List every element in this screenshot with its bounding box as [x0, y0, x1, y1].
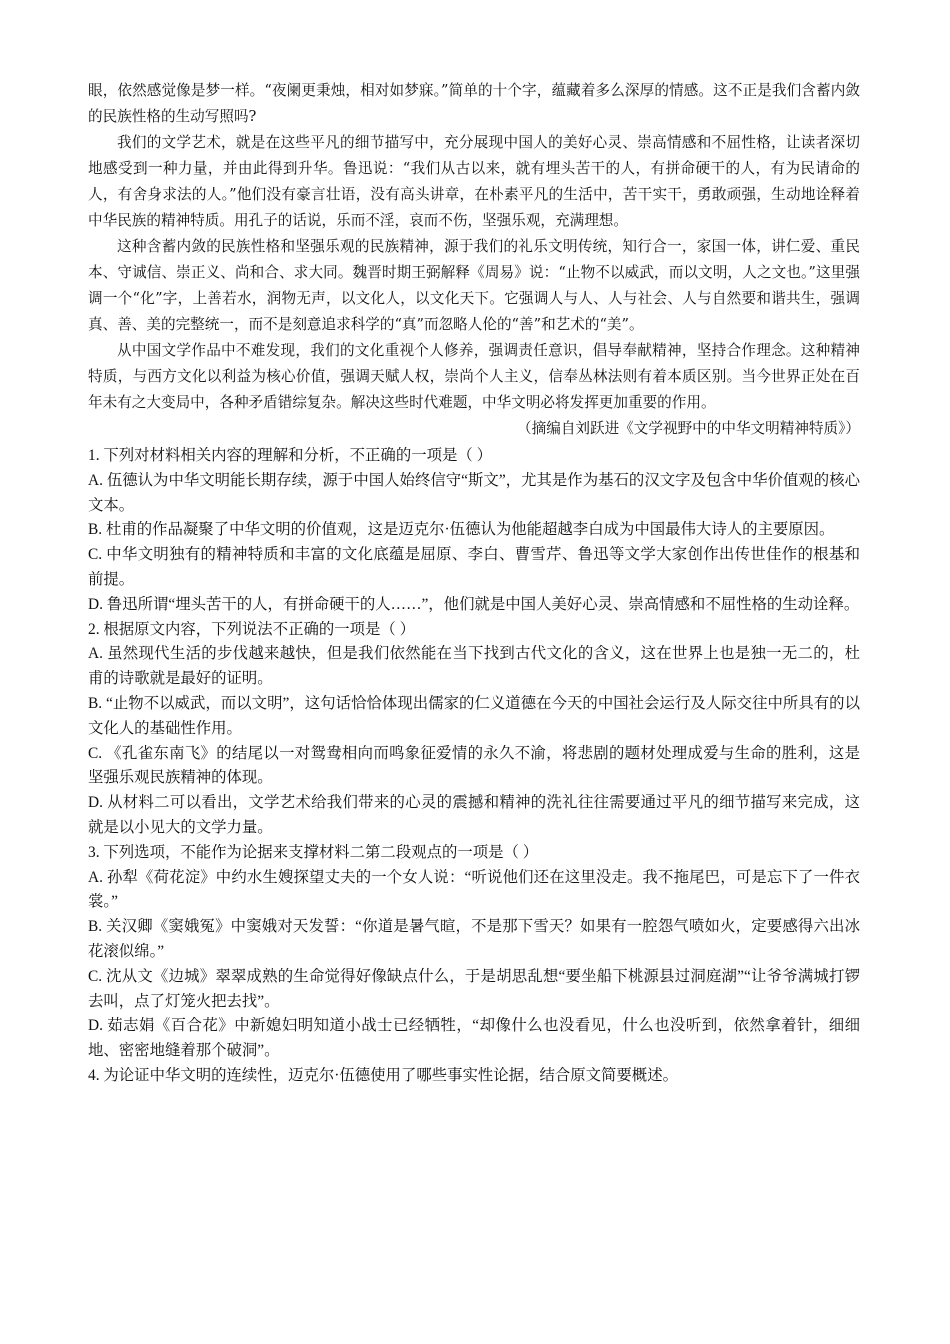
option-a: A. 伍德认为中华文明能长期存续，源于中国人始终信守“斯文”，尤其是作为基石的汉文字及包含中华价值观的核心文本。 — [88, 471, 860, 514]
option-c: C. 沈从文《边城》翠翠成熟的生命觉得好像缺点什么，于是胡思乱想“要坐船下桃源县过洞庭湖”“让爷爷满城打锣去叫，点了灯笼火把去找”。 — [88, 967, 860, 1010]
option-c: C. 《孔雀东南飞》的结尾以一对鸳鸯相向而鸣象征爱情的永久不渝，将悲剧的题材处理成爱与生命的胜利，这是坚强乐观民族精神的体现。 — [88, 744, 860, 787]
question-stem: 4. 为论证中华文明的连续性，迈克尔·伍德使用了哪些事实性论据，结合原文简要概述。 — [88, 1066, 678, 1084]
question-2 — [88, 618, 860, 841]
option-d: D. 从材料二可以看出，文学艺术给我们带来的心灵的震撼和精神的洗礼往往需要通过平凡的细节描写来完成，这就是以小见大的文学力量。 — [88, 794, 860, 836]
passage-paragraph-2: 我们的文学艺术，就是在这些平凡的细节描写中，充分展现中国人的美好心灵、崇高情感和不屈性格，让读者深切地感受到一种力量，并由此得到升华。鲁迅说：“我们从古以来，就有埋头苦干的人，有拼命硬干的人，有为民请命的人，有舍身求法的人。”他们没有豪言壮语，没有高头讲章，在朴素平凡的生活中，苦干实干，勇敢顽强，生动地诠释着中华民族的精神特质。用孔子的话说，乐而不淫，哀而不伤，坚强乐观，充满理想。 — [88, 134, 860, 229]
question-4 — [88, 1064, 860, 1089]
option-b: B. 杜甫的作品凝聚了中华文明的价值观，这是迈克尔·伍德认为他能超越李白成为中国最伟大诗人的主要原因。 — [88, 521, 835, 539]
option-b: B. “止物不以威武，而以文明”，这句话恰恰体现出儒家的仁义道德在今天的中国社会运行及人际交往中所具有的以文化人的基础性作用。 — [88, 694, 860, 737]
option-a: A. 虽然现代生活的步伐越来越快，但是我们依然能在当下找到古代文化的含义，这在世界上也是独一无二的，杜甫的诗歌就是最好的证明。 — [88, 645, 860, 688]
questions-section — [88, 444, 860, 1089]
document-page — [88, 78, 860, 1089]
option-b: B. 关汉卿《窦娥冤》中窦娥对天发誓：“你道是暑气暄，不是那下雪天？如果有一腔怨气喷如火，定要感得六出冰花滚似绵。” — [88, 918, 860, 960]
question-stem: 2. 根据原文内容，下列说法不正确的一项是（ ） — [88, 620, 416, 638]
option-a: A. 孙犁《荷花淀》中约水生嫂探望丈夫的一个女人说：“听说他们还在这里没走。我不拖尾巴，可是忘下了一件衣裳。” — [88, 868, 860, 911]
option-d: D. 茹志娟《百合花》中新媳妇明知道小战士已经牺牲，“却像什么也没看见，什么也没听到，依然拿着针，细细地、密密地缝着那个破洞”。 — [88, 1017, 860, 1060]
question-3 — [88, 841, 860, 1064]
passage-source-citation: （摘编自刘跃进《文学视野中的中华文明精神特质》） — [517, 420, 860, 437]
reading-passage — [88, 78, 860, 442]
passage-paragraph-3: 这种含蓄内敛的民族性格和坚强乐观的民族精神，源于我们的礼乐文明传统，知行合一，家国一体，讲仁爱、重民本、守诚信、崇正义、尚和合、求大同。魏晋时期王弼解释《周易》说：“止物不以威武，而以文明，人之文也。”这里强调一个“化”字，上善若水，润物无声，以文化人，以文化天下。它强调人与人、人与社会、人与自然要和谐共生，强调真、善、美的完整统一，而不是刻意追求科学的“真”而忽略人伦的“善”和艺术的“美”。 — [88, 238, 860, 333]
option-c: C. 中华文明独有的精神特质和丰富的文化底蕴是屈原、李白、曹雪芹、鲁迅等文学大家创作出传世佳作的根基和前提。 — [88, 546, 860, 588]
passage-paragraph-4: 从中国文学作品中不难发现，我们的文化重视个人修养，强调责任意识，倡导奉献精神，坚持合作理念。这种精神特质，与西方文化以利益为核心价值，强调天赋人权，崇尚个人主义，信奉丛林法则有着本质区别。当今世界正处在百年未有之大变局中，各种矛盾错综复杂。解决这些时代难题，中华文明必将发挥更加重要的作用。 — [88, 342, 860, 411]
question-1 — [88, 444, 860, 618]
option-d: D. 鲁迅所谓“埋头苦干的人，有拼命硬干的人……”，他们就是中国人美好心灵、崇高情感和不屈性格的生动诠释。 — [88, 595, 860, 613]
passage-paragraph-1: 眼，依然感觉像是梦一样。“夜阑更秉烛，相对如梦寐。”简单的十个字，蕴藏着多么深厚的情感。这不正是我们含蓄内敛的民族性格的生动写照吗? — [88, 82, 860, 125]
question-stem: 1. 下列对材料相关内容的理解和分析，不正确的一项是（ ） — [88, 447, 493, 464]
question-stem: 3. 下列选项，不能作为论据来支撑材料二第二段观点的一项是（ ） — [88, 843, 539, 861]
